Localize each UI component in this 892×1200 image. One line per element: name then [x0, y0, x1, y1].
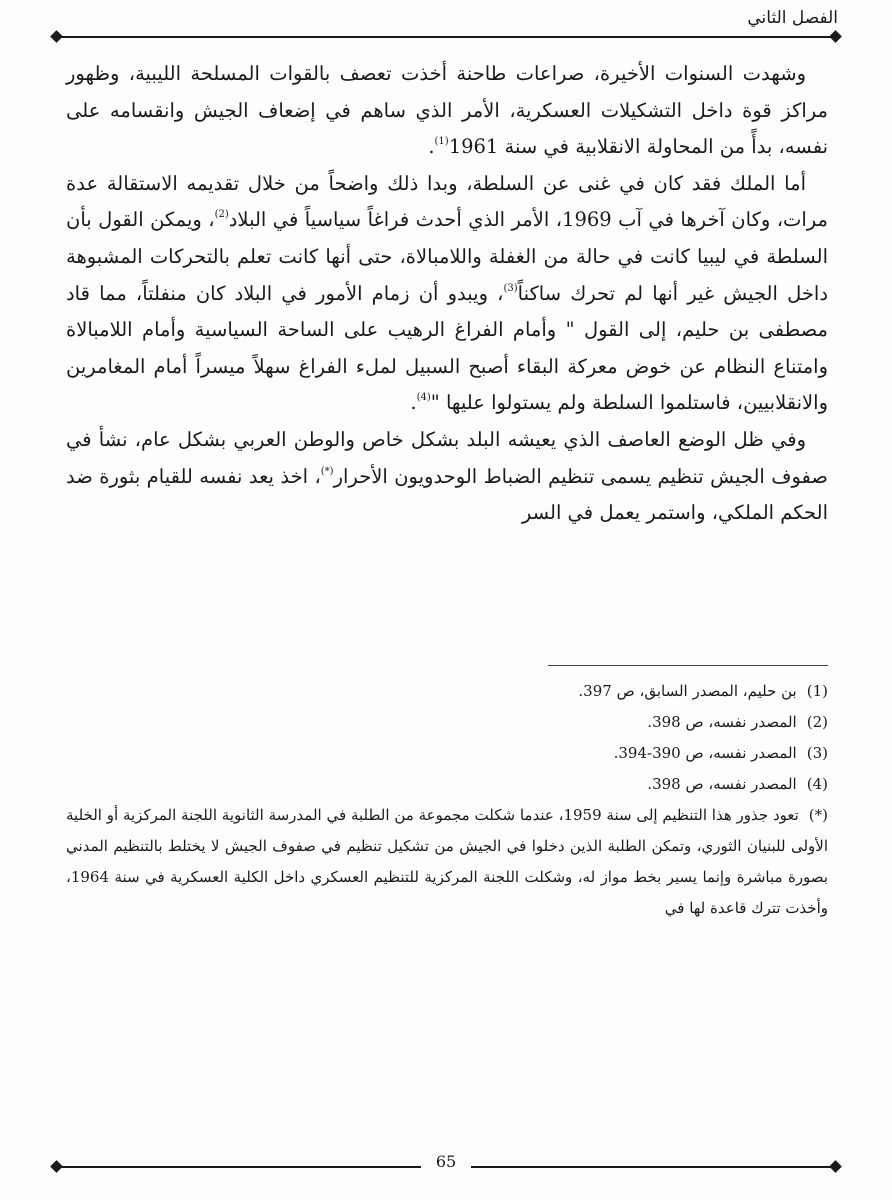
chapter-title: الفصل الثاني: [747, 8, 838, 28]
rule-diamond-icon: [829, 30, 842, 43]
footnote-item: (3)المصدر نفسه، ص 390-394.: [613, 744, 828, 762]
footnote-ref: (2): [214, 209, 229, 221]
paragraph-3: وفي ظل الوضع العاصف الذي يعيشه البلد بشكل خاص والوطن العربي بشكل عام، نشأ في صفوف الجيش تنظيم يسمى تنظيم الضباط الوحدويون الأحرار(*)، اخذ يعد نفسه للقيام بثورة ضد الحكم الملكي، واستمر يعمل في السر: [66, 427, 828, 525]
footnote-item: (2)المصدر نفسه، ص 398.: [647, 713, 828, 731]
main-text: [66, 56, 828, 532]
footnote-item: (1)بن حليم، المصدر السابق، ص 397.: [578, 682, 828, 700]
footnote-item: (*)تعود جذور هذا التنظيم إلى سنة 1959، عندما شكلت مجموعة من الطلبة في المدرسة الثانوية اللجنة المركزية أو الخلية الأولى للبنيان الثوري، وتمكن الطلبة الذين دخلوا في الجيش من تشكيل تنظيم في صفوف الجيش لا يختلط بالتنظيم المدني بصورة مباشرة وإنما يسير بخط مواز له، وشكلت اللجنة المركزية للتنظيم العسكري داخل الكلية العسكرية في سنة 1964، وأخذت تترك قاعدة لها في: [66, 806, 828, 917]
header-rule: [52, 30, 840, 44]
footnote-item: (4)المصدر نفسه، ص 398.: [647, 775, 828, 793]
footnotes: [66, 676, 828, 924]
footnote-ref: (3): [503, 282, 518, 294]
rule-diamond-icon: [829, 1160, 842, 1173]
paragraph-1: وشهدت السنوات الأخيرة، صراعات طاحنة أخذت تعصف بالقوات المسلحة الليبية، وظهور مراكز قوة داخل التشكيلات العسكرية، الأمر الذي ساهم في إضعاف الجيش وانقسامه على نفسه، بدأً من المحاولة الانقلابية في سنة 1961$^{(1)}$.: [66, 62, 828, 159]
paragraph-2: أما الملك فقد كان في غنى عن السلطة، وبدا ذلك واضحاً من خلال تقديمه الاستقالة عدة مرات، وكان آخرها في آب 1969، الأمر الذي أحدث فراغاً سياسياً في البلاد$^{(2)}$، ويمكن القول بأن السلطة في ليبيا كانت في حالة من الغفلة واللامبالاة، حتى أنها كانت تعلم بالتحركات المشبوهة داخل الجيش غير أنها لم تحرك ساكناً$^{(3)}$، ويبدو أن زمام الأمور في البلاد كان منفلتاً، مما قاد مصطفى بن حليم، إلى القول " وأمام الفراغ الرهيب على الساحة السياسية وأمام اللامبالاة وامتناع النظام عن خوض معركة البقاء أصبح السبيل لملء الفراغ سهلاً ميسراً أمام المغامرين والانقلابيين، فاستلموا السلطة ولم يستولوا عليها "$^{(4)}$.: [66, 171, 829, 415]
footnote-ref: (1): [434, 136, 449, 148]
footnote-ref: (*): [320, 465, 334, 477]
page-number: 65: [421, 1152, 471, 1171]
footnote-separator: [548, 665, 828, 666]
footnote-ref: (4): [416, 392, 431, 404]
